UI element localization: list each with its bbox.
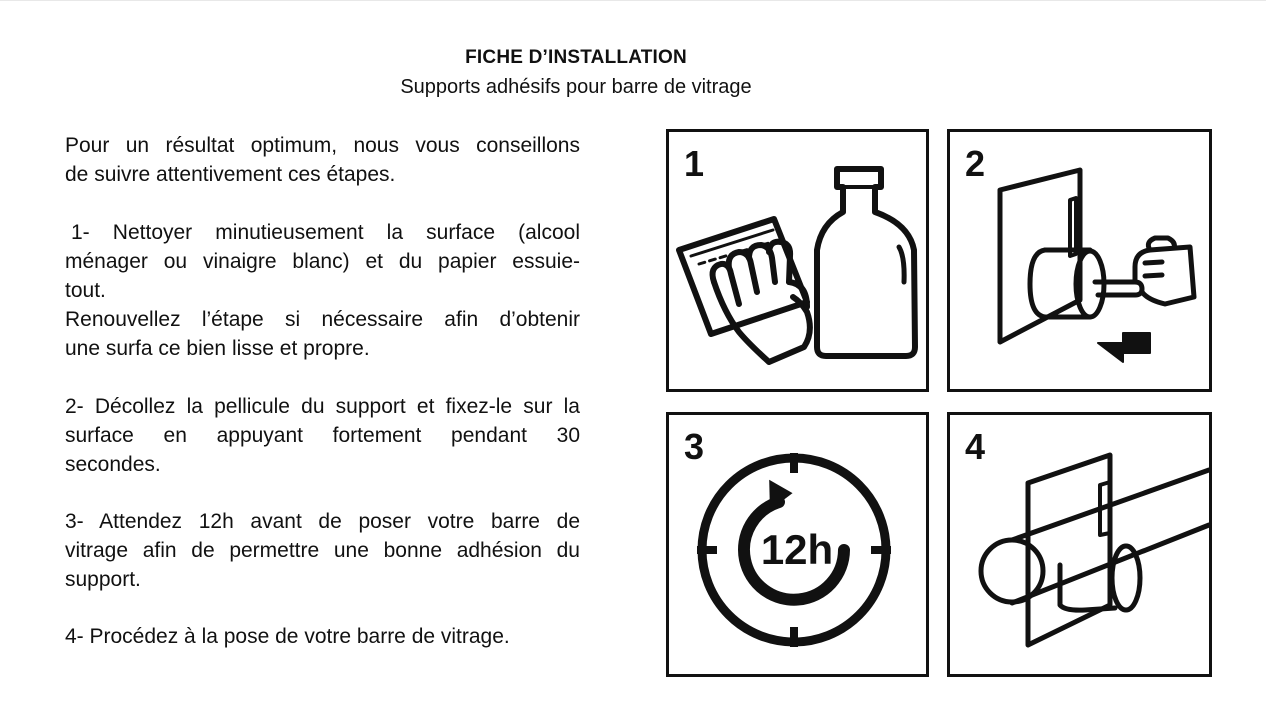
- timer-12h-icon: [669, 415, 926, 674]
- text-line: vitrage afin de permettre une bonne adhésion du: [65, 539, 580, 562]
- press-support-icon: [950, 132, 1209, 389]
- text-line: de suivre attentivement ces étapes.: [65, 163, 396, 186]
- step-1-paragraph: [65, 218, 580, 363]
- intro-paragraph: [65, 131, 580, 189]
- step-2-panel: [947, 129, 1212, 392]
- text-line: surface en appuyant fortement pendant 30: [65, 424, 580, 447]
- step-2-paragraph: [65, 392, 580, 479]
- text-line: 1- Nettoyer minutieusement la surface (alcool: [71, 221, 580, 244]
- step-number: 1: [684, 143, 705, 184]
- text-line: 4- Procédez à la pose de votre barre de vitrage.: [65, 625, 510, 648]
- step-4-paragraph: [65, 622, 580, 651]
- cleaning-icon: [669, 132, 926, 389]
- text-line: 3- Attendez 12h avant de poser votre barre de: [65, 510, 580, 533]
- step-1-panel: [666, 129, 929, 392]
- bar-mounted-icon: [950, 415, 1209, 674]
- step-3-panel: [666, 412, 929, 677]
- text-line: une surfa ce bien lisse et propre.: [65, 337, 370, 360]
- text-line: secondes.: [65, 453, 161, 476]
- document-title: FICHE D’INSTALLATION: [465, 47, 687, 68]
- step-number: 4: [965, 426, 986, 467]
- text-line: Pour un résultat optimum, nous vous conseillons: [65, 134, 580, 157]
- top-divider: [0, 0, 1266, 1]
- timer-label: 12h: [760, 526, 834, 573]
- step-4-panel: [947, 412, 1212, 677]
- text-line: tout.: [65, 279, 106, 302]
- text-line: support.: [65, 568, 141, 591]
- text-line: 2- Décollez la pellicule du support et fixez-le sur la: [65, 395, 580, 418]
- step-number: 2: [965, 143, 986, 184]
- step-number: 3: [684, 426, 705, 467]
- step-3-paragraph: [65, 507, 580, 594]
- text-line: ménager ou vinaigre blanc) et du papier essuie-: [65, 250, 580, 273]
- text-line: Renouvellez l’étape si nécessaire afin d’obtenir: [65, 308, 580, 331]
- document-subtitle: Supports adhésifs pour barre de vitrage: [400, 76, 752, 98]
